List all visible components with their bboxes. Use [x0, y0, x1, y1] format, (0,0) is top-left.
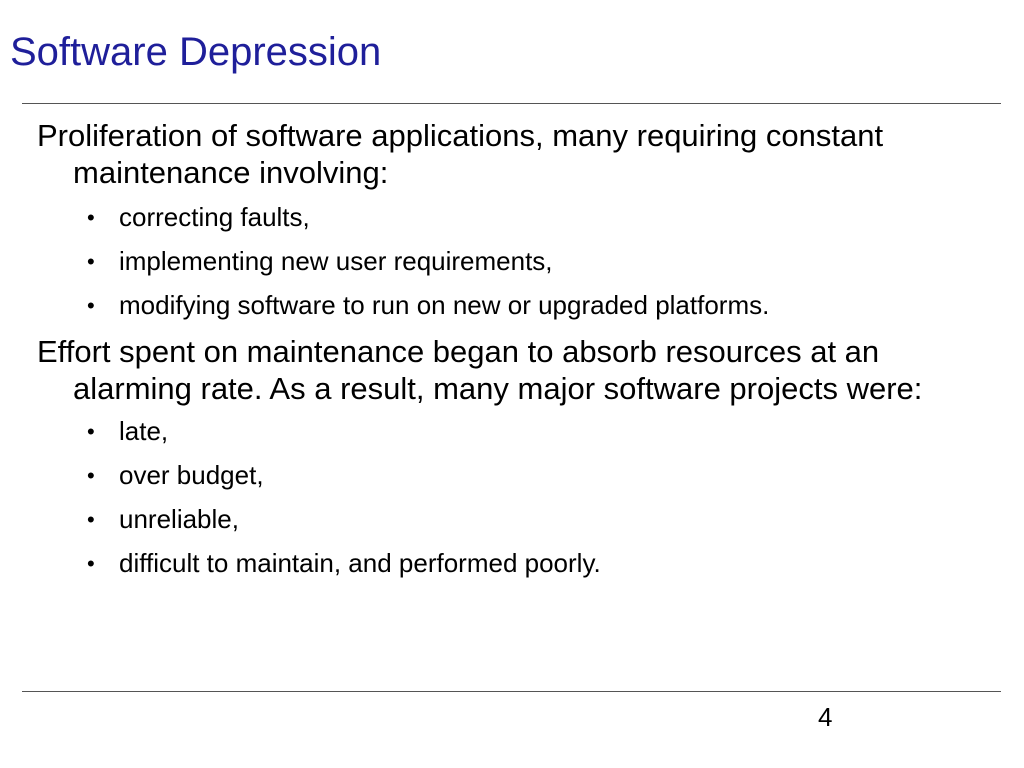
bullet-marker: •: [87, 507, 95, 532]
list-item: [37, 503, 977, 536]
bullet-marker: •: [87, 205, 95, 230]
project-outcomes-list: [37, 415, 977, 580]
maintenance-activities-list: [37, 201, 977, 322]
slide-body: [37, 117, 977, 591]
list-item-text: late,: [119, 416, 169, 446]
slide-title: Software Depression: [10, 30, 382, 74]
list-item-text: implementing new user requirements,: [119, 246, 553, 276]
list-item-text: difficult to maintain, and performed poorly.: [119, 548, 601, 578]
list-item-text: correcting faults,: [119, 202, 310, 232]
bullet-marker: •: [87, 551, 95, 576]
list-item: [37, 415, 977, 448]
list-item-text: over budget,: [119, 460, 264, 490]
paragraph-proliferation: Proliferation of software applications, many requiring constant maintenance involving:: [37, 118, 884, 190]
list-item: [37, 289, 977, 322]
list-item-text: unreliable,: [119, 504, 239, 534]
list-item: [37, 245, 977, 278]
list-item: [37, 547, 977, 580]
footer-divider: [22, 691, 1001, 692]
page-number: 4: [818, 702, 833, 732]
bullet-marker: •: [87, 249, 95, 274]
bullet-marker: •: [87, 463, 95, 488]
bullet-marker: •: [87, 419, 95, 444]
list-item-text: modifying software to run on new or upgraded platforms.: [119, 290, 770, 320]
paragraph-maintenance-effort: Effort spent on maintenance began to absorb resources at an alarming rate. As a result, many major software projects were:: [37, 334, 923, 406]
list-item: [37, 459, 977, 492]
title-divider: [22, 103, 1001, 104]
list-item: [37, 201, 977, 234]
bullet-marker: •: [87, 293, 95, 318]
